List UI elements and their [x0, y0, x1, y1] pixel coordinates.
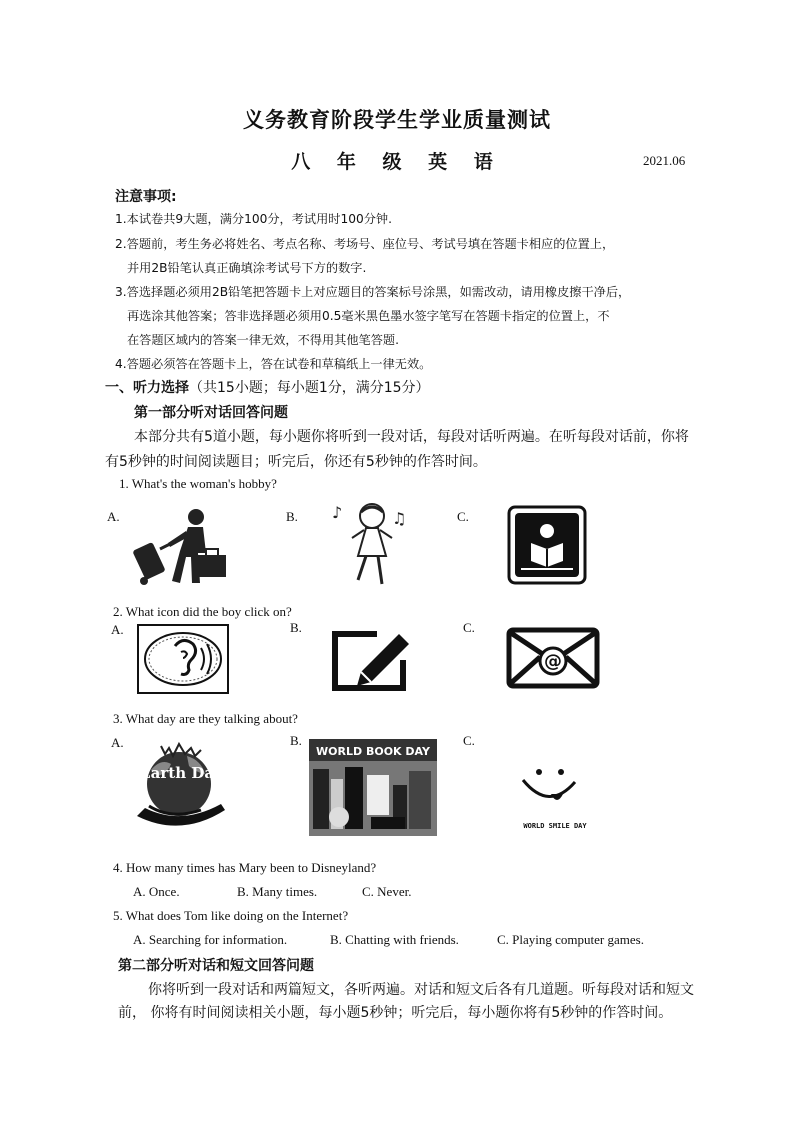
part1-title: 第一部分听对话回答问题: [134, 405, 288, 421]
earth-day-label: Earth Day: [139, 764, 223, 782]
q1-option-c-label: C.: [457, 509, 469, 524]
part2-para-line1: 你将听到一段对话和两篇短文，各听两遍。对话和短文后各有几道题。听每段对话和短文: [148, 982, 694, 998]
world-book-day-label: WORLD BOOK DAY: [316, 745, 430, 758]
q5-choice-c: C. Playing computer games.: [497, 932, 644, 947]
notice-heading: 注意事项:: [115, 189, 177, 205]
notice-item-3-cont2: 在答题区域内的答案一律无效，不得用其他笔答题.: [127, 333, 399, 347]
dancing-girl-image: [328, 500, 412, 588]
q5-choice-b: B. Chatting with friends.: [330, 932, 459, 947]
ear-icon: [137, 624, 229, 694]
part2-para-line2: 前， 你将有时间阅读相关小题，每小题5秒钟；听完后，每小题你将有5秒钟的作答时间。: [118, 1005, 673, 1021]
svg-text:@: @: [544, 651, 562, 672]
q3-option-b-label: B.: [290, 733, 302, 748]
section-heading: [105, 377, 430, 397]
earth-day-image: [131, 740, 231, 838]
question-2: 2. What icon did the boy click on?: [113, 604, 292, 619]
q2-option-b-label: B.: [290, 620, 302, 635]
question-3: 3. What day are they talking about?: [113, 711, 298, 726]
svg-text:♫: ♫: [392, 509, 407, 528]
traveler-image: [128, 505, 228, 587]
part2-title: 第二部分听对话和短文回答问题: [118, 958, 314, 974]
q3-option-a-label: A.: [111, 735, 124, 750]
svg-text:♪: ♪: [332, 503, 343, 522]
reading-icon: [507, 505, 587, 585]
q4-choice-b: B. Many times.: [237, 884, 318, 899]
notice-item-2: 2.答题前，考生务必将姓名、考点名称、考场号、座位号、考试号填在答题卡相应的位置上，: [115, 237, 615, 251]
q4-choice-c: C. Never.: [362, 884, 412, 899]
notice-item-4: 4.答题必须答在答题卡上，答在试卷和草稿纸上一律无效。: [115, 357, 432, 371]
question-5: 5. What does Tom like doing on the Internet?: [113, 908, 349, 923]
section-title: 一、听力选择: [105, 380, 189, 396]
part1-para-line1: 本部分共有5道小题，每小题你将听到一段对话，每段对话听两遍。在听每段对话前，你将: [134, 429, 689, 445]
section-note: （共15小题；每小题1分，满分15分）: [189, 380, 430, 396]
question-4: 4. How many times has Mary been to Disneyland?: [113, 860, 377, 875]
notice-item-1: 1.本试卷共9大题，满分100分，考试用时100分钟.: [115, 212, 392, 226]
q5-choice-a: A. Searching for information.: [133, 932, 288, 947]
world-smile-day-image: [505, 750, 605, 834]
notice-item-3: 3.答选择题必须用2B铅笔把答题卡上对应题目的答案标号涂黑，如需改动，请用橡皮擦干净后，: [115, 285, 631, 299]
page-title: 义务教育阶段学生学业质量测试: [243, 107, 551, 132]
part1-para-line2: 有5秒钟的时间阅读题目；听完后，你还有5秒钟的作答时间。: [105, 454, 487, 470]
world-book-day-image: [309, 739, 437, 836]
q3-option-c-label: C.: [463, 733, 475, 748]
notice-item-3-cont1: 再选涂其他答案；答非选择题必须用0.5毫米黑色墨水签字笔写在答题卡指定的位置上，不: [127, 309, 610, 323]
page-subtitle: 八 年 级 英 语: [291, 151, 503, 173]
q2-option-c-label: C.: [463, 620, 475, 635]
email-icon: [506, 627, 600, 689]
edit-icon: [331, 628, 411, 692]
q2-option-a-label: A.: [111, 622, 124, 637]
q1-option-b-label: B.: [286, 509, 298, 524]
q4-choice-a: A. Once.: [133, 884, 180, 899]
exam-date: 2021.06: [643, 153, 686, 168]
notice-item-2-cont: 并用2B铅笔认真正确填涂考试号下方的数字.: [127, 261, 367, 275]
world-smile-day-label: WORLD SMILE DAY: [523, 822, 587, 830]
question-1: 1. What's the woman's hobby?: [119, 476, 277, 491]
q1-option-a-label: A.: [107, 509, 120, 524]
